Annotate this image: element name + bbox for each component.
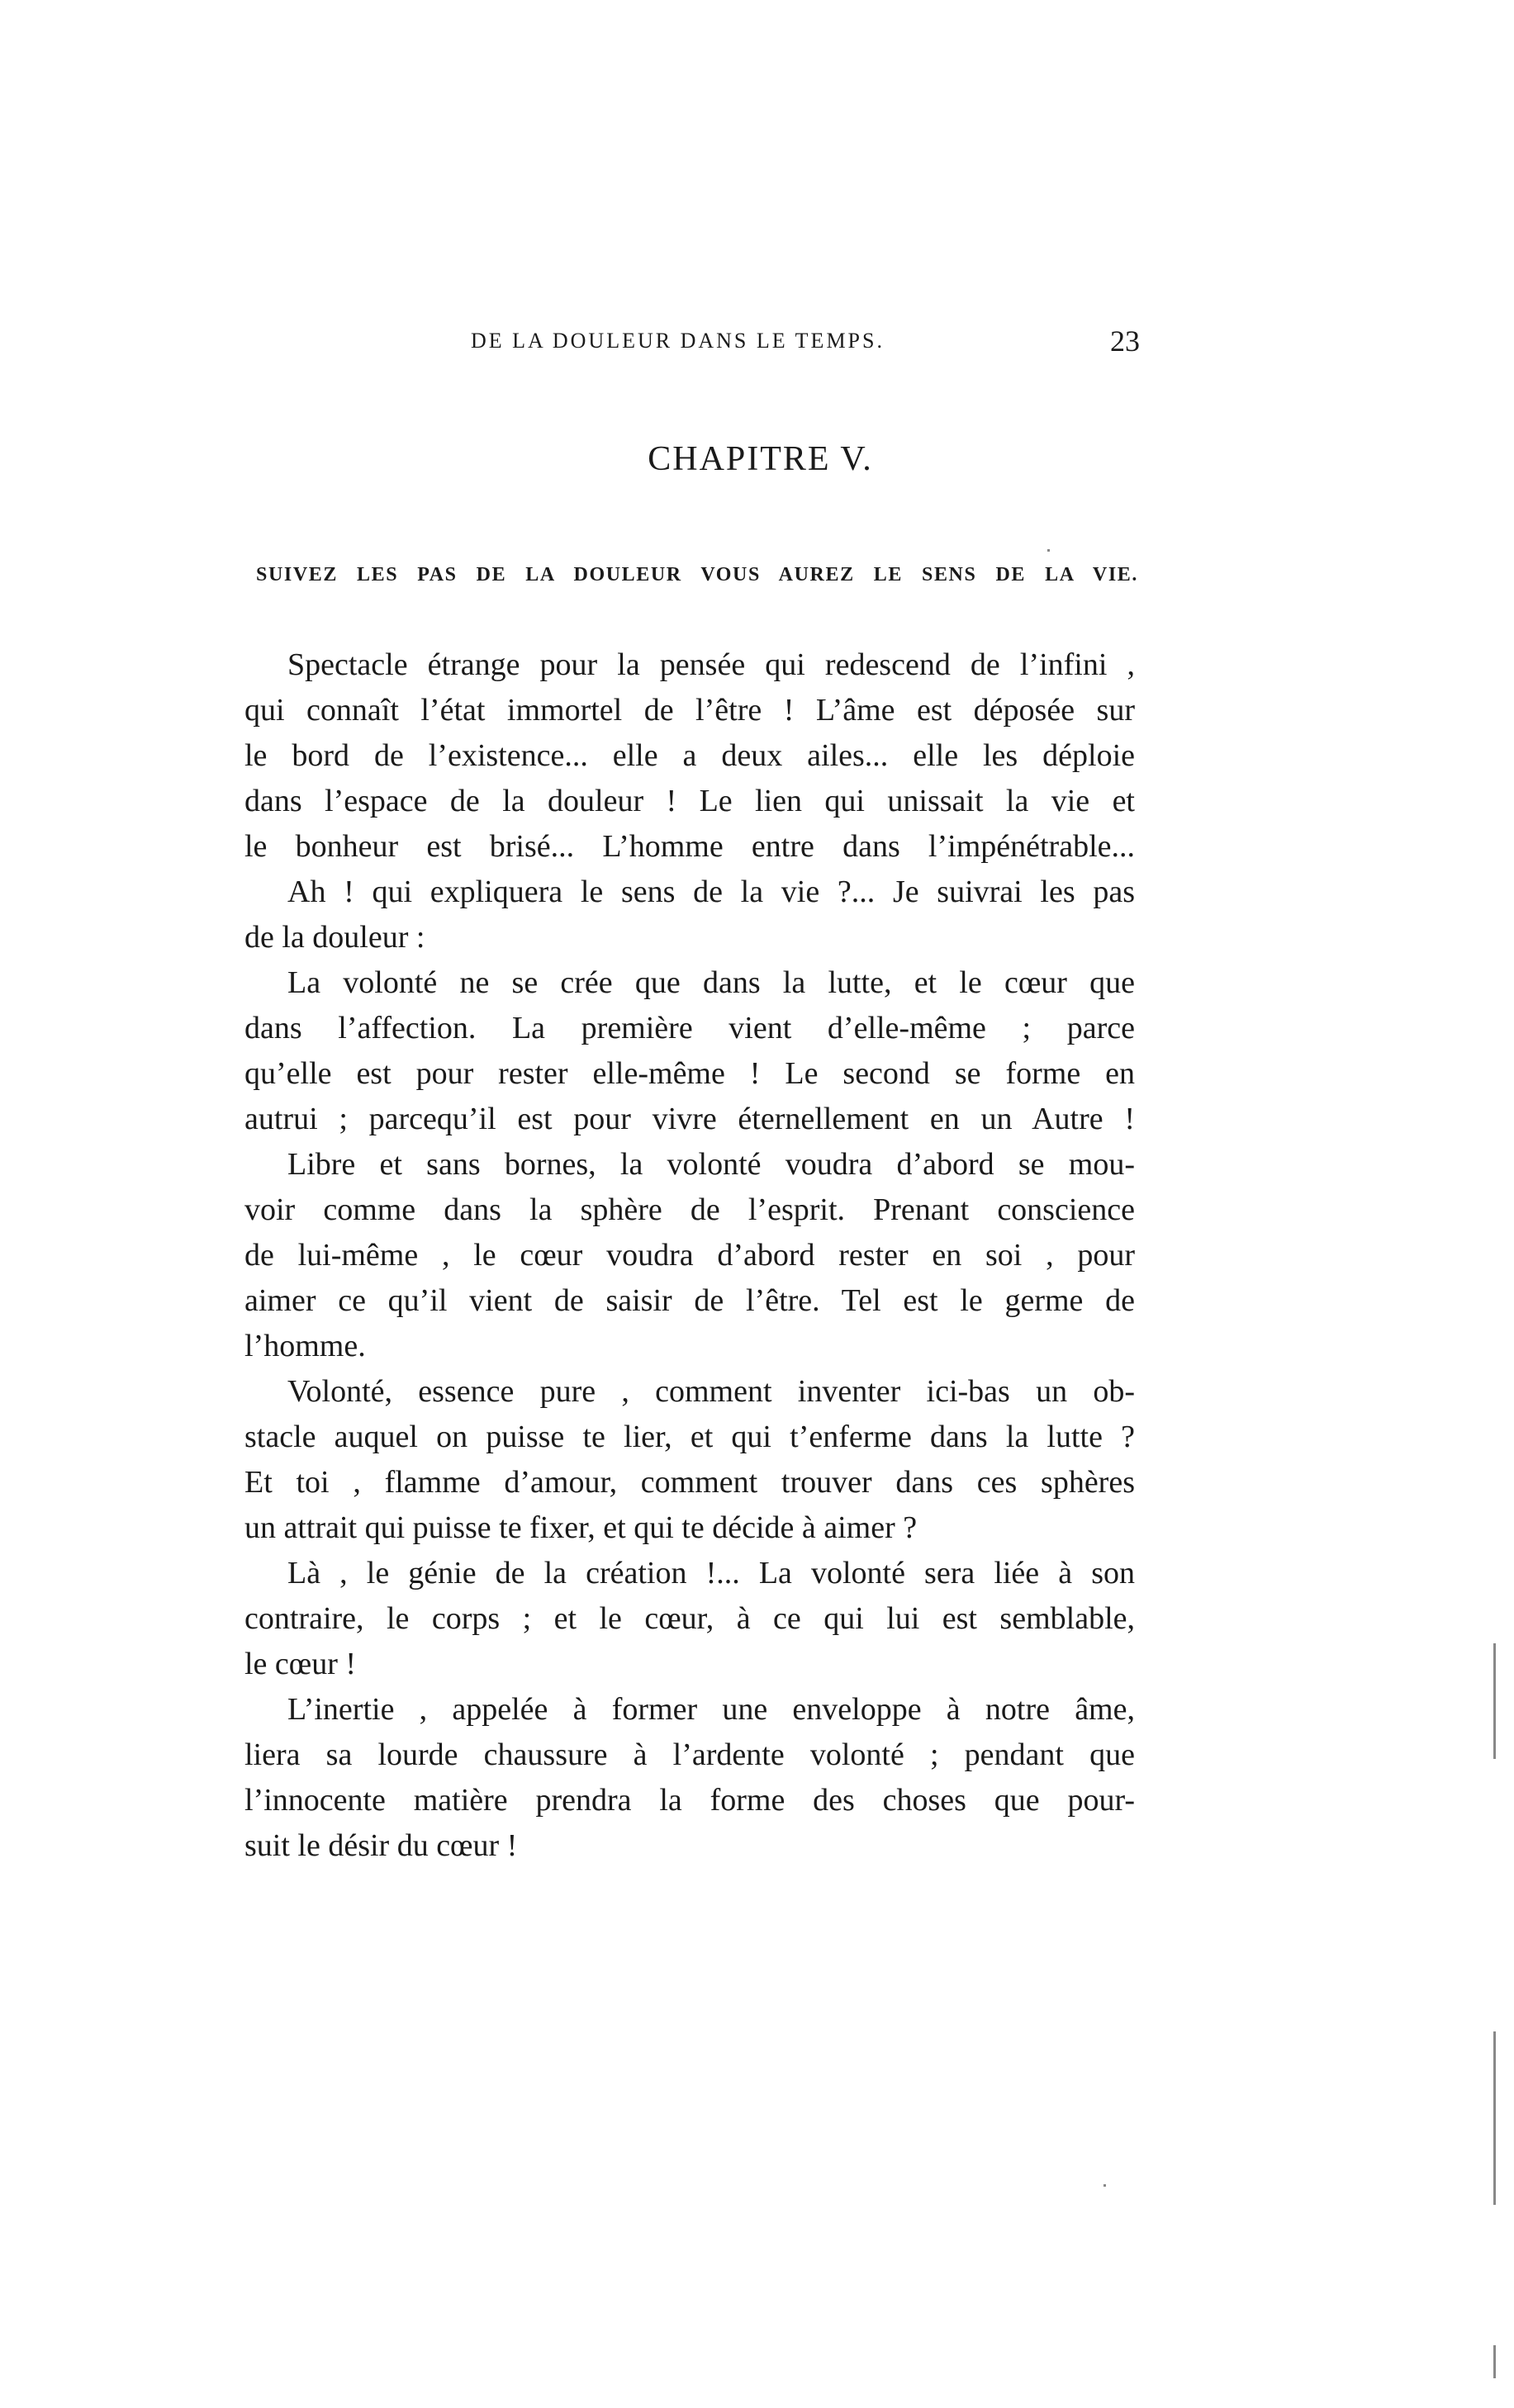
text-line: L’inertie , appelée à former une enveloppe à notre âme, bbox=[287, 1692, 1135, 1727]
text-line: La volonté ne se crée que dans la lutte, et le cœur que bbox=[287, 965, 1135, 1000]
page-number: 23 bbox=[1110, 325, 1140, 358]
text-line: dans l’affection. La première vient d’elle-même ; parce bbox=[244, 1011, 1135, 1045]
text-line: Et toi , flamme d’amour, comment trouver dans ces sphères bbox=[244, 1465, 1135, 1500]
text-line: Spectacle étrange pour la pensée qui redescend de l’infini , bbox=[287, 647, 1135, 682]
text-line: Volonté, essence pure , comment inventer ici-bas un ob- bbox=[287, 1374, 1135, 1409]
scan-mark bbox=[1103, 2184, 1106, 2187]
text-line: de la douleur : bbox=[244, 920, 425, 955]
text-line: le cœur ! bbox=[244, 1647, 357, 1681]
text-line: un attrait qui puisse te fixer, et qui te décide à aimer ? bbox=[244, 1510, 918, 1545]
scan-mark bbox=[1047, 549, 1050, 552]
text-line: voir comme dans la sphère de l’esprit. Prenant conscience bbox=[244, 1192, 1135, 1227]
scan-mark bbox=[1493, 2031, 1496, 2205]
text-line: Là , le génie de la création !... La volonté sera liée à son bbox=[287, 1556, 1135, 1590]
text-line: aimer ce qu’il vient de saisir de l’être. Tel est le germe de bbox=[244, 1283, 1135, 1318]
running-head bbox=[471, 325, 1140, 362]
scan-mark bbox=[1493, 2345, 1496, 2378]
body-text bbox=[244, 642, 1135, 1869]
text-line: qui connaît l’état immortel de l’être ! L’âme est déposée sur bbox=[244, 693, 1135, 728]
text-line: l’homme. bbox=[244, 1329, 366, 1363]
text-line: l’innocente matière prendra la forme des choses que pour- bbox=[244, 1783, 1135, 1818]
chapter-title bbox=[0, 439, 1514, 479]
chapter-subtitle: SUIVEZ LES PAS DE LA DOULEUR VOUS AUREZ LE SENS DE LA VIE. bbox=[256, 564, 1138, 585]
text-line: suit le désir du cœur ! bbox=[244, 1828, 518, 1863]
scan-mark bbox=[1493, 1643, 1496, 1759]
chapter-title-text: CHAPITRE V. bbox=[648, 440, 873, 478]
text-line: Ah ! qui expliquera le sens de la vie ?... Je suivrai les pas bbox=[287, 875, 1135, 909]
text-line: dans l’espace de la douleur ! Le lien qui unissait la vie et bbox=[244, 784, 1135, 818]
text-line: contraire, le corps ; et le cœur, à ce qui lui est semblable, bbox=[244, 1601, 1135, 1636]
text-line: stacle auquel on puisse te lier, et qui t’enferme dans la lutte ? bbox=[244, 1420, 1135, 1454]
running-title: DE LA DOULEUR DANS LE TEMPS. bbox=[471, 329, 885, 353]
text-line: le bonheur est brisé... L’homme entre dans l’impénétrable... bbox=[244, 829, 1135, 864]
text-line: liera sa lourde chaussure à l’ardente volonté ; pendant que bbox=[244, 1737, 1135, 1772]
text-line: qu’elle est pour rester elle-même ! Le second se forme en bbox=[244, 1056, 1135, 1091]
text-line: de lui-même , le cœur voudra d’abord rester en soi , pour bbox=[244, 1238, 1135, 1273]
text-line: Libre et sans bornes, la volonté voudra d’abord se mou- bbox=[287, 1147, 1135, 1182]
text-line: autrui ; parcequ’il est pour vivre éternellement en un Autre ! bbox=[244, 1102, 1135, 1136]
text-line: le bord de l’existence... elle a deux ailes... elle les déploie bbox=[244, 738, 1135, 773]
